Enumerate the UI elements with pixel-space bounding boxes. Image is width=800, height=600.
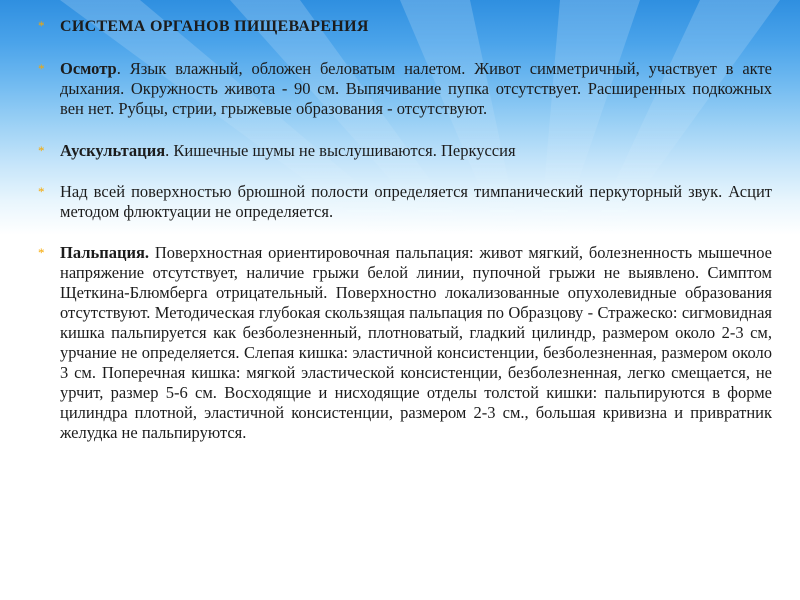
section-text: Над всей поверхностью брюшной полости определяется тимпанический перкуторный звук. Асцит методом флюктуации не определяется.	[60, 182, 772, 221]
list-item-inspection	[38, 59, 772, 119]
list-item-palpation	[38, 243, 772, 443]
title-bullet	[38, 16, 772, 37]
section-heading: Аускультация	[60, 141, 166, 160]
bullet-marker-icon: *	[38, 18, 45, 33]
slide-title: СИСТЕМА ОРГАНОВ ПИЩЕВАРЕНИЯ	[60, 18, 369, 35]
section-heading: Осмотр	[60, 59, 117, 78]
section-text: Поверхностная ориентировочная пальпация: живот мягкий, болезненность мышечное напряжение отсутствует, наличие грыжи белой линии, пупочной грыжи не выявлено. Симптом Щеткина-Блюмберга отрицательный. Поверхностно локализованные опухолевидные образования отсутствуют. Методическая глубокая скользящая пальпация по Образцову - Стражеско: сигмовидная кишка пальпируется как безболезненный, плотноватый, гладкий цилиндр, размером около 2-3 см, урчание не определяется. Слепая кишка: эластичной консистенции, безболезненная, размером около 3 см. Поперечная кишка: мягкой эластической консистенции, безболезненная, легко смещается, не урчит, размер 5-6 см. Восходящие и нисходящие отделы толстой кишки: пальпируются в форме цилиндра плотной, эластичной консистенции, размером 2-3 см., большая кривизна и привратник желудка не пальпируются.	[60, 243, 772, 442]
section-text: . Кишечные шумы не выслушиваются. Перкуссия	[165, 141, 516, 160]
content-area	[38, 16, 772, 443]
bullet-marker-icon: *	[38, 143, 45, 158]
section-heading: Пальпация.	[60, 243, 150, 262]
bullet-marker-icon: *	[38, 61, 45, 76]
list-item-percussion	[38, 182, 772, 222]
bullet-marker-icon: *	[38, 245, 45, 260]
list-item-auscultation	[38, 141, 772, 161]
bullet-marker-icon: *	[38, 184, 45, 199]
section-text: . Язык влажный, обложен беловатым налетом. Живот симметричный, участвует в акте дыхания. Окружность живота - 90 см. Выпячивание пупка отсутствует. Расширенных подкожных вен нет. Рубцы, стрии, грыжевые образования - отсутствуют.	[60, 59, 772, 118]
